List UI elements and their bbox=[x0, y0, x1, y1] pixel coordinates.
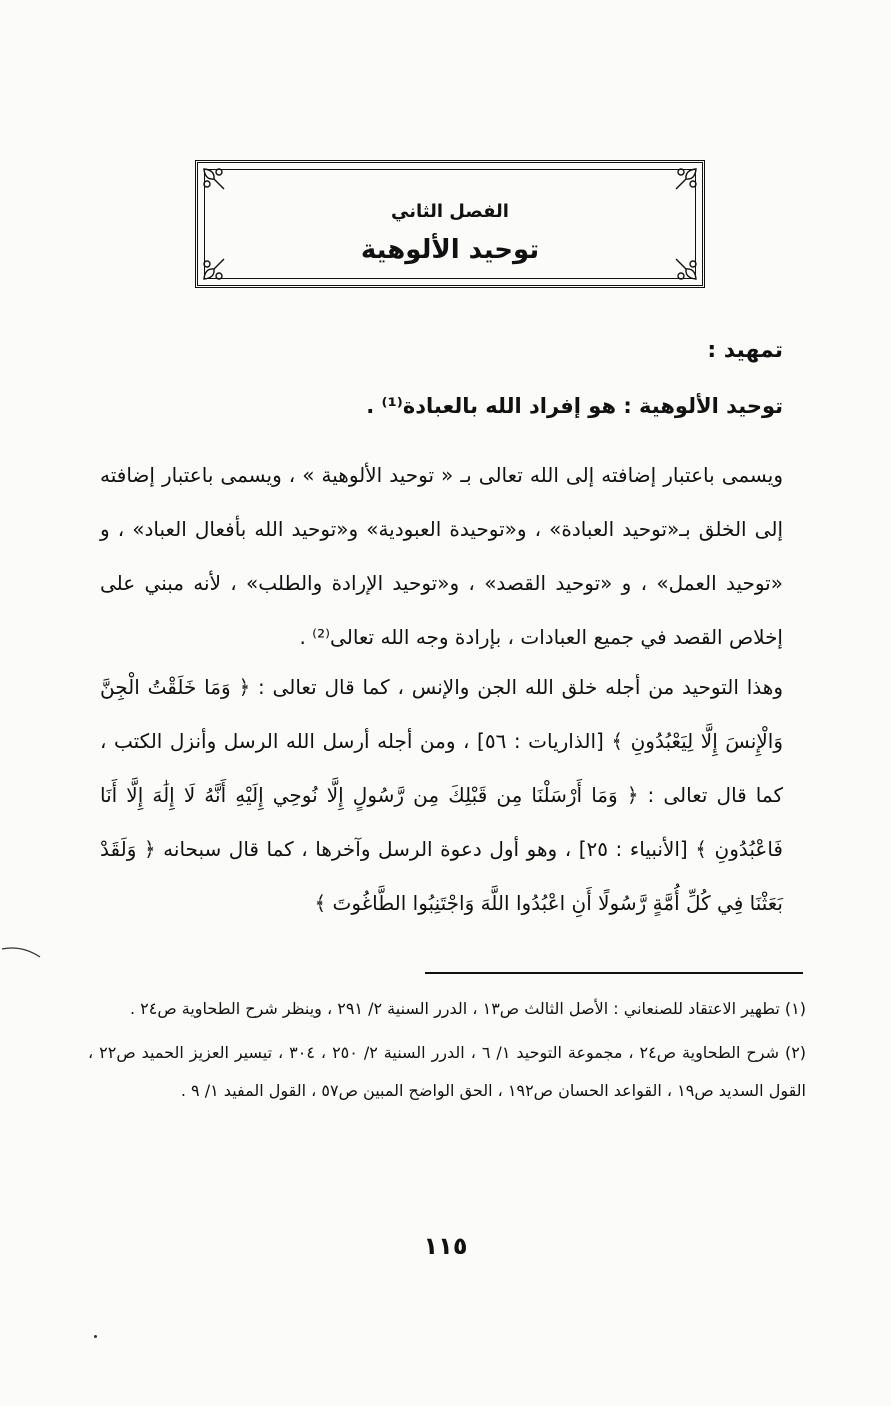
corner-ornament-icon bbox=[672, 167, 698, 193]
scan-artifact-mark bbox=[2, 945, 42, 959]
body-paragraph: وهذا التوحيد من أجله خلق الله الجن والإنس ، كما قال تعالى : ﴿ وَمَا خَلَقْتُ الْجِنَّ وَالْإِنسَ إِلَّا لِيَعْبُدُونِ ﴾ [الذاريات : ٥٦] ، ومن أجله أرسل الله الرسل وأنزل الكتب ، كما قال تعالى : ﴿ وَمَا أَرْسَلْنَا مِن قَبْلِكَ مِن رَّسُولٍ إِلَّا نُوحِي إِلَيْهِ أَنَّهُ لَا إِلَٰهَ إِلَّا أَنَا فَاعْبُدُونِ ﴾ [الأنبياء : ٢٥] ، وهو أول دعوة الرسل وآخرها ، كما قال سبحانه ﴿ وَلَقَدْ بَعَثْنَا فِي كُلِّ أُمَّةٍ رَّسُولًا أَنِ اعْبُدُوا اللَّهَ وَاجْتَنِبُوا الطَّاغُوتَ ﴾ bbox=[100, 675, 783, 915]
definition-line: توحيد الألوهية : هو إفراد الله بالعبادة⁽¹⁾ . bbox=[366, 394, 783, 418]
corner-ornament-icon bbox=[202, 167, 228, 193]
chapter-title: توحيد الألوهية bbox=[360, 235, 540, 265]
page-number: ١١٥ bbox=[423, 1232, 468, 1260]
chapter-label: الفصل الثاني bbox=[391, 201, 509, 222]
footnotes bbox=[88, 990, 806, 1116]
footnote-separator bbox=[425, 972, 803, 974]
footnote-item: (١) تطهير الاعتقاد للصنعاني : الأصل الثالث ص١٣ ، الدرر السنية ٢/ ٢٩١ ، وينظر شرح الطحاوية ص٢٤ . bbox=[129, 999, 806, 1018]
chapter-heading-frame bbox=[195, 160, 705, 288]
footnote-item: (٢) شرح الطحاوية ص٢٤ ، مجموعة التوحيد ١/ ٦ ، الدرر السنية ٢/ ٢٥٠ ، ٣٠٤ ، تيسير العزيز الحميد ص٢٢ ، القول السديد ص١٩ ، القواعد الحسان ص١٩٢ ، الحق الواضح المبين ص٥٧ ، القول المفيد ١/ ٩ . bbox=[88, 1043, 807, 1100]
scan-dot bbox=[94, 1335, 97, 1338]
intro-heading: تمهيد : bbox=[707, 338, 783, 363]
body-paragraph: ويسمى باعتبار إضافته إلى الله تعالى بـ « توحيد الألوهية » ، ويسمى باعتبار إضافته إلى الخلق بـ«توحيد العبادة» ، و«توحيدة العبودية» و«توحيد الله بأفعال العباد» ، و «توحيد العمل» ، و «توحيد القصد» ، و«توحيد الإرادة والطلب» ، لأنه مبني على إخلاص القصد في جميع العبادات ، بإرادة وجه الله تعالى⁽²⁾ . bbox=[100, 463, 783, 649]
